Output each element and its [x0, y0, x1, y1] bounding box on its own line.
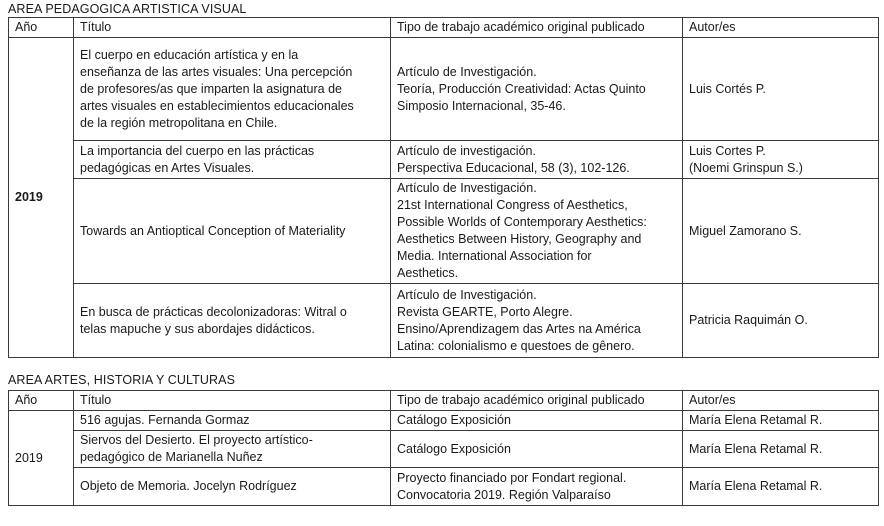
table-row: [9, 431, 879, 468]
type-cell-line: Convocatoria 2019. Región Valparaíso: [397, 487, 611, 502]
type-cell-line: Media. International Association for: [397, 249, 592, 263]
title-cell-line: pedagógico de Marianella Nuñez: [80, 450, 263, 464]
header-row: [9, 18, 879, 38]
title-cell-line: pedagógicas en Artes Visuales.: [80, 160, 255, 175]
title-cell-line: Siervos del Desierto. El proyecto artístico-: [80, 433, 313, 447]
table-row: [9, 468, 879, 506]
type-cell-line: Artículo de Investigación.: [397, 287, 537, 302]
type-cell-line: Proyecto financiado por Fondart regional.: [397, 470, 627, 485]
title-cell: [74, 284, 391, 358]
section-title-artes-historia: AREA ARTES, HISTORIA Y CULTURAS: [8, 373, 236, 387]
title-cell: [74, 38, 391, 141]
type-cell: [391, 468, 683, 506]
type-cell-line: Catálogo Exposición: [397, 413, 511, 427]
header-title: Título: [74, 391, 391, 411]
table-pedagogica: [8, 17, 879, 358]
type-cell-line: Possible Worlds of Contemporary Aesthetics:: [397, 215, 647, 229]
author-cell-line: (Noemi Grinspun S.): [689, 160, 803, 175]
type-cell-line: Perspectiva Educacional, 58 (3), 102-126.: [397, 160, 630, 175]
author-cell-line: María Elena Retamal R.: [689, 479, 823, 493]
author-cell-line: Miguel Zamorano S.: [689, 223, 802, 238]
title-cell-line: Towards an Antioptical Conception of Materiality: [80, 223, 346, 238]
type-cell: [391, 179, 683, 284]
author-cell: [683, 468, 879, 506]
author-cell-line: María Elena Retamal R.: [689, 413, 823, 427]
header-authors: Autor/es: [683, 391, 879, 411]
type-cell-line: Latina: colonialismo e questoes de gênero.: [397, 338, 635, 353]
title-cell: [74, 468, 391, 506]
title-cell: [74, 411, 391, 431]
title-cell-line: El cuerpo en educación artística y en la: [80, 47, 299, 62]
type-cell: [391, 38, 683, 141]
type-cell-line: Aesthetics Between History, Geography and: [397, 232, 642, 246]
title-cell-line: enseñanza de las artes visuales: Una percepción: [80, 64, 353, 79]
author-cell: [683, 141, 879, 179]
type-cell-line: Artículo de Investigación.: [397, 181, 537, 195]
author-cell-line: Luis Cortes P.: [689, 143, 766, 158]
author-cell: [683, 179, 879, 284]
type-cell-line: Ensino/Aprendizagem das Artes na América: [397, 321, 641, 336]
title-cell-line: de profesores/as que imparten la asignatura de: [80, 81, 342, 96]
header-year: Año: [9, 391, 74, 411]
table-row: [9, 411, 879, 431]
header-year: Año: [9, 18, 74, 38]
type-cell-line: 21st International Congress of Aesthetics,: [397, 198, 628, 212]
type-cell: [391, 431, 683, 468]
title-cell-line: En busca de prácticas decolonizadoras: Witral o: [80, 304, 347, 319]
type-cell: [391, 141, 683, 179]
type-cell-line: Aesthetics.: [397, 266, 459, 280]
type-cell-line: Artículo de investigación.: [397, 143, 536, 158]
title-cell: [74, 141, 391, 179]
author-cell-line: Luis Cortés P.: [689, 81, 766, 96]
header-row: [9, 391, 879, 411]
type-cell-line: Revista GEARTE, Porto Alegre.: [397, 304, 573, 319]
table-row: [9, 141, 879, 179]
table-row: [9, 179, 879, 284]
year-cell: 2019: [9, 411, 74, 506]
header-title: Título: [74, 18, 391, 38]
header-type: Tipo de trabajo académico original publicado: [391, 18, 683, 38]
title-cell-line: La importancia del cuerpo en las prácticas: [80, 143, 315, 158]
author-cell: [683, 284, 879, 358]
title-cell-line: telas mapuche y sus abordajes didácticos.: [80, 321, 315, 336]
header-authors: Autor/es: [683, 18, 879, 38]
title-cell-line: artes visuales en establecimientos educacionales: [80, 98, 354, 113]
author-cell: [683, 411, 879, 431]
type-cell-line: Simposio Internacional, 35-46.: [397, 98, 566, 113]
author-cell-line: María Elena Retamal R.: [689, 441, 823, 456]
author-cell: [683, 38, 879, 141]
title-cell: [74, 179, 391, 284]
title-cell-line: Objeto de Memoria. Jocelyn Rodríguez: [80, 479, 297, 493]
title-cell: [74, 431, 391, 468]
section-title-pedagogica: AREA PEDAGOGICA ARTISTICA VISUAL: [8, 2, 247, 16]
type-cell: [391, 411, 683, 431]
type-cell-line: Catálogo Exposición: [397, 441, 511, 456]
table-artes-historia: [8, 390, 879, 506]
title-cell-line: 516 agujas. Fernanda Gormaz: [80, 413, 250, 427]
author-cell-line: Patricia Raquimán O.: [689, 313, 808, 327]
type-cell-line: Teoría, Producción Creatividad: Actas Quinto: [397, 81, 646, 96]
table-row: [9, 38, 879, 141]
header-type: Tipo de trabajo académico original publicado: [391, 391, 683, 411]
table-row: [9, 284, 879, 358]
year-cell: 2019: [9, 38, 74, 358]
type-cell: [391, 284, 683, 358]
author-cell: [683, 431, 879, 468]
type-cell-line: Artículo de Investigación.: [397, 64, 537, 79]
title-cell-line: de la región metropolitana en Chile.: [80, 115, 278, 130]
